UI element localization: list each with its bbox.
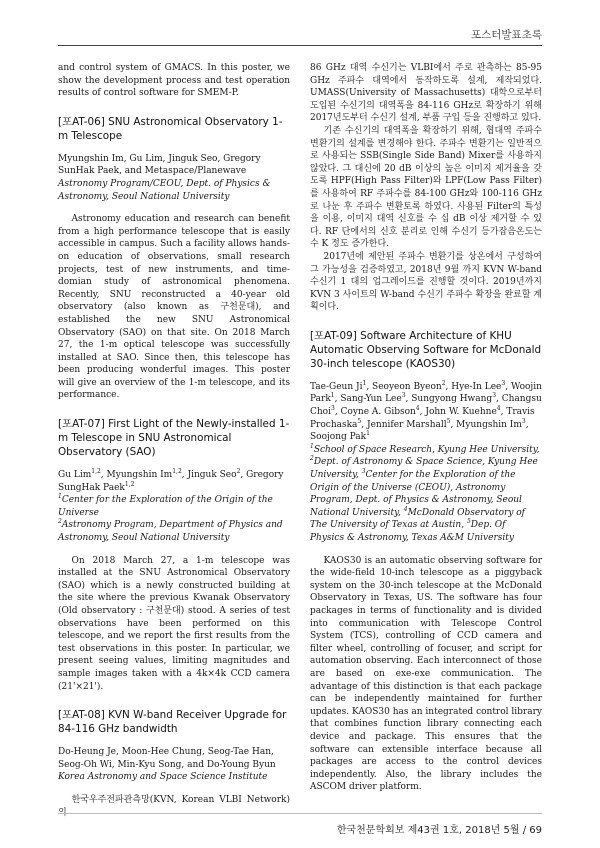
authors-at08: Do-Heung Je, Moon-Hee Chung, Seog-Tae Han, Seog-Oh Wi, Min-Kyu Song, and Do-Young Byun bbox=[58, 747, 276, 770]
intro-paragraph: and control system of GMACS. In this poster, we show the development process and test operation results of control software for SMEM-P. bbox=[58, 63, 290, 99]
abstract-title-at08: [포AT-08] KVN W-band Receiver Upgrade for 84-116 GHz bandwidth bbox=[58, 709, 287, 736]
left-column bbox=[58, 62, 290, 819]
affiliation-at07-2: $^2$Astronomy Program, Department of Physics and Astronomy, Seoul National University bbox=[58, 518, 283, 544]
abstract-body-at06: Astronomy education and research can benefit from a high performance telescope that is easily accessible in campus. Such a facility allows hands-on education of observations, small research projects, test of new instruments, and time-domian study of astronomical phenomena. Recently, SNU reconstructed a 40-year old observatory (also known as 구천문대), and established the new SNU Astronomical Observatory (SAO) on that site. On 2018 March 27, the 1-m optical telescope was successfully installed at SAO. Since then, this telescope has been producing wonderful images. This poster will give an overview of the 1-m telescope, and its performance. bbox=[58, 214, 291, 401]
abstract-title-at09: [포AT-09] Software Architecture of KHU Automatic Observing Software for McDonald 30-inch telescope (KAOS30) bbox=[310, 329, 542, 370]
right-column bbox=[310, 62, 542, 794]
abstract-title-at07: [포AT-07] First Light of the Newly-installed 1-m Telescope in SNU Astronomical Observatory (SAO) bbox=[58, 418, 290, 459]
affiliation-at06: Astronomy Program/CEOU, Dept. of Physics & Astronomy, Seoul National University bbox=[58, 178, 271, 202]
abstract-title-at06: [포AT-06] SNU Astronomical Observatory 1-m Telescope bbox=[58, 115, 283, 142]
authors-at09: Tae-Geun Ji$^1$, Seoyeon Byeon$^2$, Hye-In Lee$^3$, Woojin Park$^1$, Sang-Yun Lee$^3$, Sungyong Hwang$^3$, Changsu Choi$^3$, Coyne A. Gibson$^4$, John W. Kuehne$^4$, Travis Prochaska$^5$, Jennifer Marshall$^5$, Myungshin Im$^3$, Soojong Pak$^1$ bbox=[310, 379, 542, 443]
page-footer: 한국천문학회보 제43권 1호, 2018년 5월 / 69 bbox=[336, 825, 542, 836]
abstract-body-at09: KAOS30 is an automatic observing software for the wide-field 10-inch telescope as a piggyback system on the 30-inch telescope at the McDonald Observatory in Texas, US. The software has four packages in terms of functionality and is divided into communication with Telescope Control System (TCS), controlling of CCD camera and filter wheel, controlling of focuser, and script for automation observing. Each interconnect of those are based on exe-exe communication. The advantage of this distinction is that each package can be independently maintained for further updates. KAOS30 has an integrated control library that combines function library connecting each device and package. This ensures that the software can extensible interface because all packages are access to the control devices independently. Also, the library includes the ASCOM driver platform. bbox=[310, 555, 542, 793]
header-divider bbox=[58, 45, 542, 46]
abstract-body-at08-cont2: 기존 수신기의 대역폭을 확장하기 위해, 협대역 주파수 변환기의 설계를 변경해야 한다. 주파수 변환기는 일반적으로 사용되는 SSB(Single Side Band) Mixer를 사용하지 않았다. 그 대신에 20 dB 이상의 높은 이미지 제거율을 갖도록 HPF(High Pass Filter)와 LPF(Low Pass Filter)를 사용하여 RF 주파수를 84-100 GHz와 100-116 GHz로 나눈 후 주파수 변환토록 하였다. 사용된 Filter의 특성을 이용, 이미지 대역 신호를 수 십 dB 이상 제거할 수 있다. RF 단에서의 신호 분리로 인해 수신기 등가잡음온도는 수 K 정도 증가한다. bbox=[310, 125, 542, 250]
affiliations-at09: $^1$School of Space Research, Kyung Hee University, $^2$Dept. of Astronomy & Space Science, Kyung Hee University, $^3$Center for the Exploration of the Origin of the Universe (CEOU), Astronomy Program, Dept. of Physics & Astronomy, Seoul National University, $^4$McDonald Observatory of The University of Texas at Austin, $^5$Dep. Of Physics & Astronomy, Texas A&M University bbox=[310, 442, 540, 543]
running-header: 포스터발표초록 bbox=[470, 29, 542, 41]
authors-at06: Myungshin Im, Gu Lim, Jinguk Seo, Gregory SunHak Paek, and Metaspace/Planewave bbox=[58, 153, 261, 177]
affiliation-at08: Korea Astronomy and Space Science Institute bbox=[58, 772, 268, 783]
abstract-body-at08-cont1: 86 GHz 대역 수신기는 VLBI에서 주로 관측하는 85-95 GHz 주파수 대역에서 동작하도록 설계, 제작되었다. UMASS(University of Massachusetts) 대학으로부터 도입된 수신기의 대역폭을 84-116 GHz로 확장하기 위해 2017년도부터 수신기 설계, 부품 구입 등을 진행하고 있다. bbox=[310, 63, 542, 124]
abstract-body-at07: On 2018 March 27, a 1-m telescope was installed at the SNU Astronomical Observatory (SAO) which is a newly constructed building at the site where the previous Kwanak Observatory (Old observatory : 구천문대) stood. A series of test observations have been performed on this telescope, and we report the first results from the test observations in this poster. In particular, we present seeing values, limiting magnitudes and sample images taken with a 4k×4k CCD camera (21'×21'). bbox=[58, 555, 290, 692]
footer-divider bbox=[58, 813, 542, 814]
abstract-body-at08-start: 한국우주전파관측망(KVN, Korean VLBI Network)의 bbox=[58, 794, 290, 818]
affiliation-at07-1: $^1$Center for the Exploration of the Origin of the Universe bbox=[58, 493, 273, 518]
authors-at07: Gu Lim$^{1,2}$, Myungshin Im$^{1,2}$, Jinguk Seo$^2$, Gregory SungHak Paek$^{1,2}$ bbox=[58, 468, 284, 493]
abstract-body-at08-cont3: 2017년에 제안된 주파수 변환기를 상온에서 구성하여 그 가능성을 검증하였고, 2018년 9월 까지 KVN W-band 수신기 1 대의 업그레이드를 진행할 것이다. 2019년까지 KVN 3 사이트의 W-band 수신기 주파수 확장을 완료할 계획이다. bbox=[310, 251, 542, 313]
